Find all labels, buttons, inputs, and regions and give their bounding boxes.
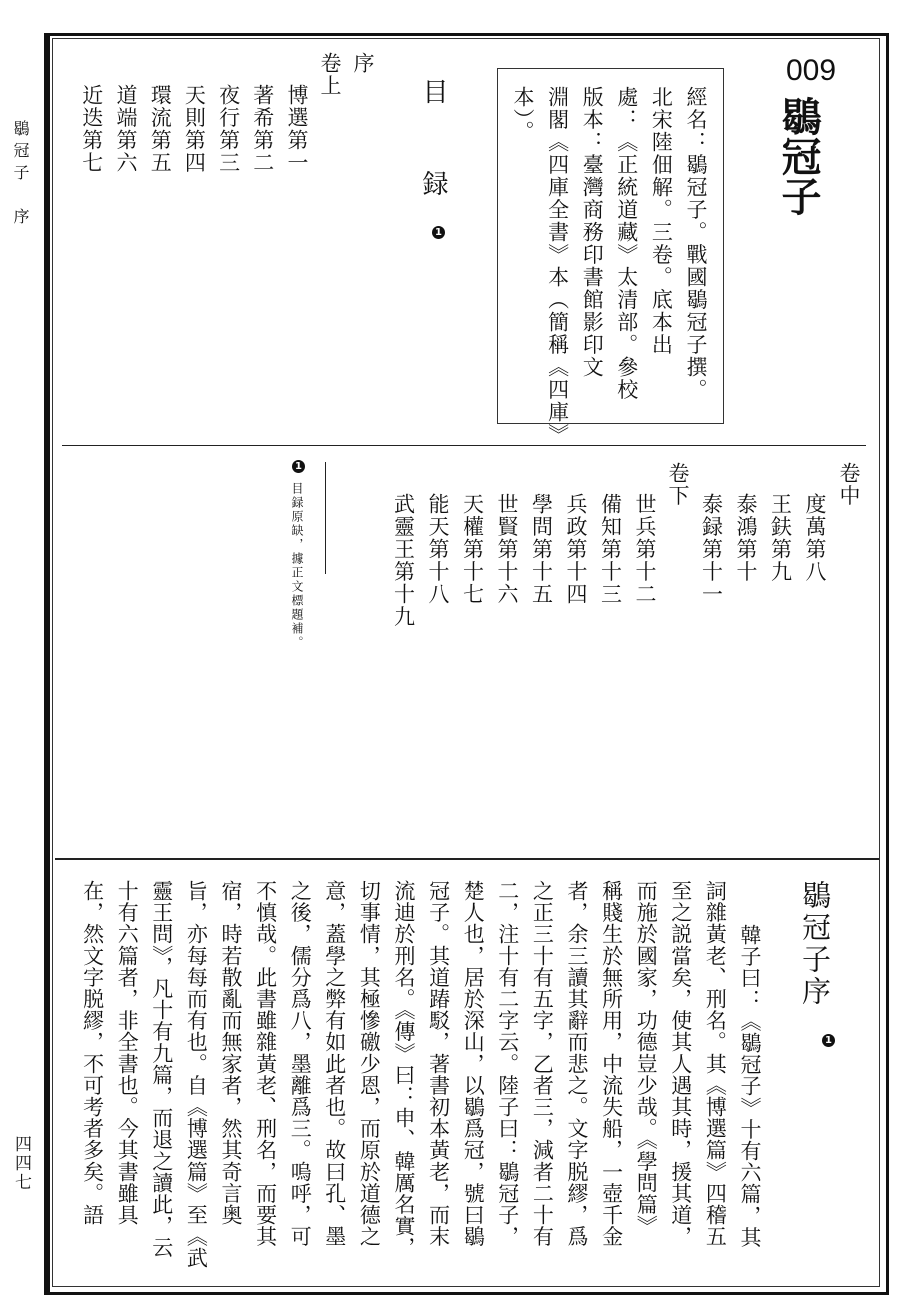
preface-line: 之後，儒分爲八，墨離爲三。嗚呼，可 [288,880,313,1248]
toc-item[interactable]: 王鈇第九 [768,493,793,583]
preface-line: 稱賤生於無所用，中流失船，一壺千金 [599,880,624,1248]
page-number: 四四七 [11,1135,31,1192]
toc-item[interactable]: 泰録第十一 [699,493,724,606]
preface-line: 十有六篇者，非全書也。今其書雖具 [115,880,140,1226]
toc-vol2-heading: 卷中 [837,462,861,507]
toc-item[interactable]: 博選第一 [285,84,309,174]
toc-item[interactable]: 世賢第十六 [495,493,519,606]
preface-line: 在，然文字脱繆，不可考者多矣。語 [80,880,105,1226]
text-title: 鶡冠子 [775,96,821,216]
info-line: 版本：臺灣商務印書館影印文 [580,86,605,379]
toc-item[interactable]: 能天第十八 [426,493,450,606]
info-line: 經名：鶡冠子。戰國鶡冠子撰。 [684,86,708,401]
text-number: 009 [786,54,837,87]
preface-line: 而施於國家，功德豈少哉。《學問篇》 [634,880,659,1237]
toc-item[interactable]: 武靈王第十九 [391,493,416,628]
toc-vol3-heading: 卷下 [666,462,690,507]
info-line: 北宋陸佃解。三卷。底本出 [649,86,674,356]
preface-line: 至之説當矣，使其人遇其時，援其道， [668,880,693,1248]
footnote-marker: 1 [292,460,305,473]
toc-title: 目 録 [418,78,448,216]
preface-line: 冠子。其道踳駁，著書初本黃老，而末 [426,880,451,1248]
toc-item[interactable]: 泰鴻第十 [734,493,758,583]
toc-preface[interactable]: 序 [351,52,375,75]
toc-item[interactable]: 著希第二 [250,84,275,174]
preface-line: 意，蓋學之弊有如此者也。故曰孔、墨 [322,880,347,1248]
toc-item[interactable]: 世兵第十二 [633,493,657,606]
info-line: 處：《正統道藏》太清部。參校 [614,86,639,401]
info-line: 淵閣《四庫全書》本（簡稱《四庫》 [545,86,570,446]
section-divider [55,858,879,860]
preface-line: 之正三十有五字，乙者三，減者二十有 [530,880,555,1248]
toc-item[interactable]: 道端第六 [114,84,138,174]
preface-title: 鶡冠子序 [798,880,832,1008]
preface-line: 切事情，其極慘礉少恩，而原於道德之 [357,880,382,1248]
footnote-rule [325,462,326,574]
preface-line: 韓子曰：《鶡冠子》十有六篇，其 [738,924,762,1248]
toc-item[interactable]: 兵政第十四 [564,493,588,606]
preface-line: 詞雜黃老、刑名。其《博選篇》四稽五 [703,880,728,1248]
section-divider [62,445,866,446]
preface-line: 二，注十有二字云。陸子曰：鶡冠子， [495,880,520,1248]
toc-item[interactable]: 近迭第七 [79,84,104,174]
toc-item[interactable]: 度萬第八 [803,493,827,583]
toc-vol1-heading: 卷上 [318,52,342,97]
running-head: 鶡冠子 序 [11,120,30,230]
preface-line: 流迪於刑名。《傳》曰：申、韓厲名實， [392,880,416,1259]
preface-line: 靈王問》，凡十有九篇，而退之讀此，云 [149,880,174,1259]
preface-line: 不慎哉。此書雖雜黃老、刑名，而要其 [253,880,278,1248]
note-marker: 1 [822,1034,835,1047]
toc-item[interactable]: 學問第十五 [529,493,554,606]
preface-line: 旨，亦每每而有也。自《博選篇》至《武 [184,880,209,1269]
toc-item[interactable]: 備知第十三 [598,493,623,606]
toc-item[interactable]: 夜行第三 [216,84,241,174]
preface-line: 者，余三讀其辭而悲之。文字脱繆，爲 [565,880,589,1248]
toc-item[interactable]: 天權第十七 [460,493,485,606]
info-line: 本）。 [511,86,535,143]
toc-item[interactable]: 環流第五 [148,84,173,174]
note-marker: 1 [432,226,445,239]
toc-item[interactable]: 天則第四 [182,84,207,174]
preface-line: 宿，時若散亂而無家者，然其奇言奥 [219,880,243,1226]
preface-line: 楚人也，居於深山，以鶡爲冠，號曰鶡 [461,880,486,1248]
footnote-text: 目録原缺，據正文標題補。 [290,482,304,650]
